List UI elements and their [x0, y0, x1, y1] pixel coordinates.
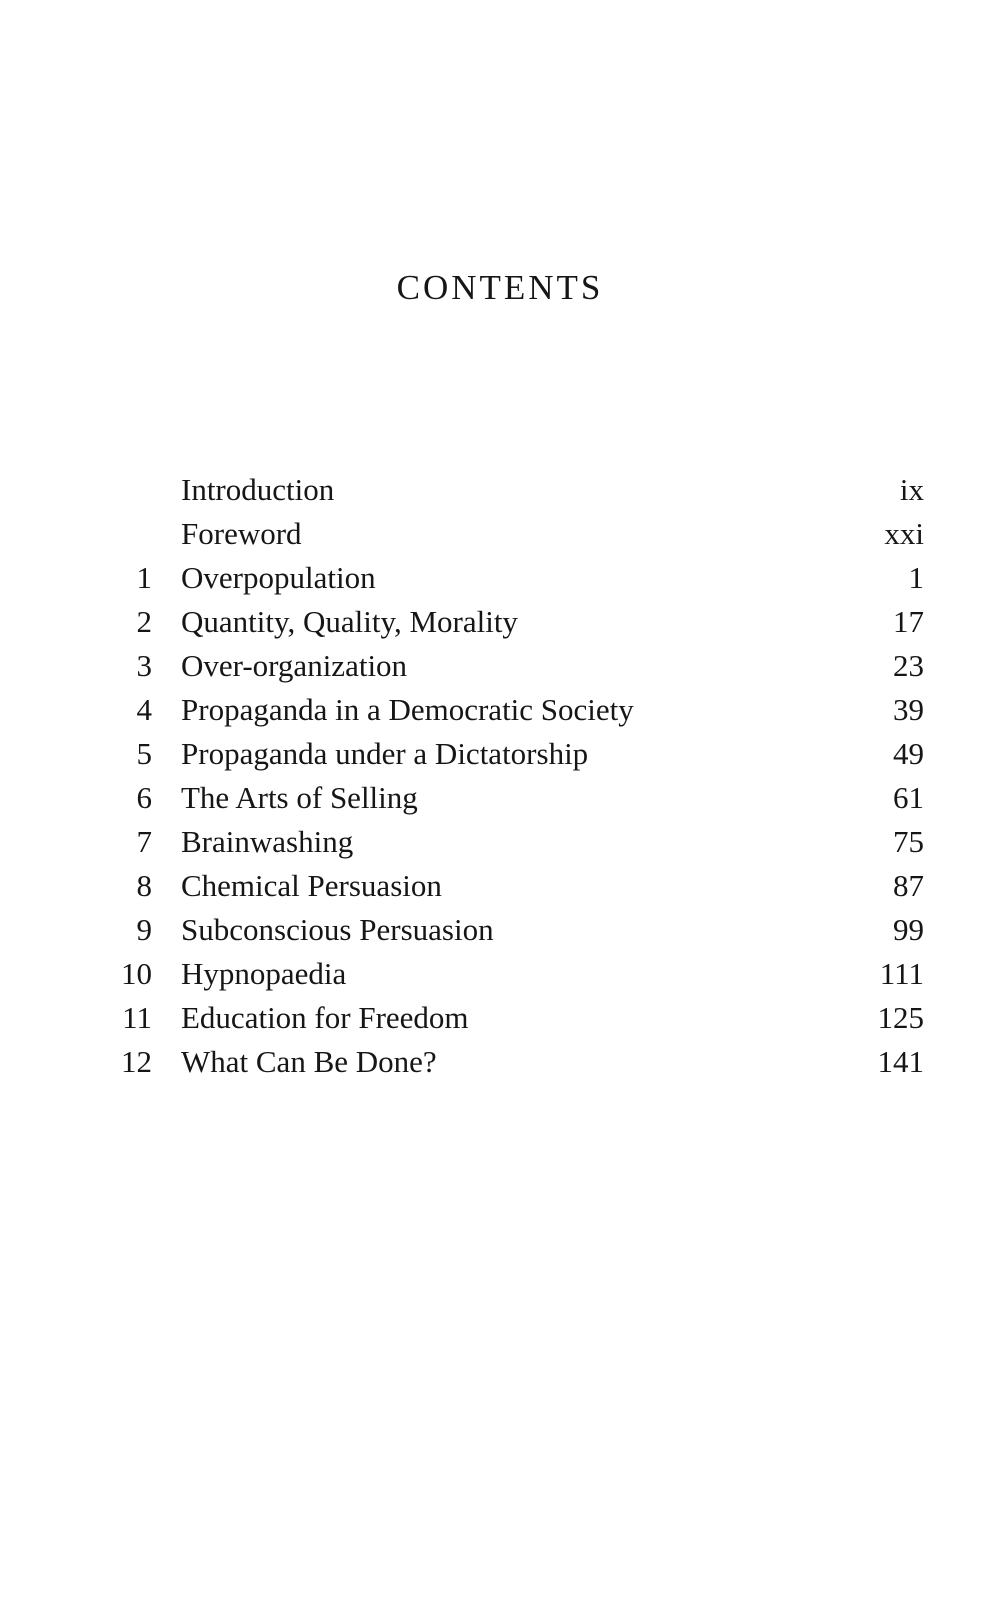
toc-entry-chapter-1[interactable] [0, 556, 1000, 600]
chapter-number: 6 [136, 780, 152, 815]
page-title: CONTENTS [396, 268, 604, 307]
page-number: 61 [893, 780, 924, 815]
toc-entry-foreword[interactable] [0, 512, 1000, 556]
page-number: 141 [877, 1044, 924, 1079]
chapter-number: 10 [121, 956, 152, 991]
toc-entry-chapter-11[interactable] [0, 996, 1000, 1040]
chapter-title: The Arts of Selling [181, 780, 418, 815]
chapter-title: Education for Freedom [181, 1000, 469, 1035]
toc-entry-chapter-10[interactable] [0, 952, 1000, 996]
page-number: 75 [893, 824, 924, 859]
page-number: 1 [908, 560, 924, 595]
toc-entry-chapter-7[interactable] [0, 820, 1000, 864]
chapter-number: 11 [122, 1000, 152, 1035]
chapter-title: Subconscious Persuasion [181, 912, 494, 947]
chapter-title: Hypnopaedia [181, 956, 347, 991]
toc-entry-chapter-8[interactable] [0, 864, 1000, 908]
chapter-number: 7 [136, 824, 152, 859]
toc-entry-chapter-4[interactable] [0, 688, 1000, 732]
chapter-number: 4 [136, 692, 152, 727]
toc-entry-chapter-9[interactable] [0, 908, 1000, 952]
toc-entry-chapter-5[interactable] [0, 732, 1000, 776]
chapter-title: Introduction [181, 472, 335, 507]
page-number: 17 [893, 604, 924, 639]
page-number: 125 [877, 1000, 924, 1035]
page-number: 39 [893, 692, 924, 727]
chapter-number: 12 [121, 1044, 152, 1079]
chapter-title: Chemical Persuasion [181, 868, 442, 903]
chapter-title: Overpopulation [181, 560, 376, 595]
toc-entry-chapter-3[interactable] [0, 644, 1000, 688]
chapter-title: Propaganda under a Dictatorship [181, 736, 589, 771]
chapter-title: Brainwashing [181, 824, 354, 859]
chapter-number: 3 [136, 648, 152, 683]
page-number: 23 [893, 648, 924, 683]
chapter-number: 9 [136, 912, 152, 947]
toc-entry-chapter-2[interactable] [0, 600, 1000, 644]
chapter-number: 2 [136, 604, 152, 639]
page-number: 87 [893, 868, 924, 903]
chapter-title: What Can Be Done? [181, 1044, 437, 1079]
toc-entry-chapter-12[interactable] [0, 1040, 1000, 1084]
page-number: xxi [884, 516, 924, 551]
chapter-title: Propaganda in a Democratic Society [181, 692, 634, 727]
page-number: 99 [893, 912, 924, 947]
table-of-contents [0, 468, 1000, 1084]
toc-entry-chapter-6[interactable] [0, 776, 1000, 820]
page-number: ix [899, 472, 924, 507]
page-number: 111 [879, 956, 924, 991]
chapter-number: 8 [136, 868, 152, 903]
page-number: 49 [893, 736, 924, 771]
chapter-title: Over-organization [181, 648, 408, 683]
chapter-number: 1 [136, 560, 152, 595]
chapter-title: Quantity, Quality, Morality [181, 604, 518, 639]
chapter-title: Foreword [181, 516, 302, 551]
chapter-number: 5 [136, 736, 152, 771]
toc-entry-introduction[interactable] [0, 468, 1000, 512]
